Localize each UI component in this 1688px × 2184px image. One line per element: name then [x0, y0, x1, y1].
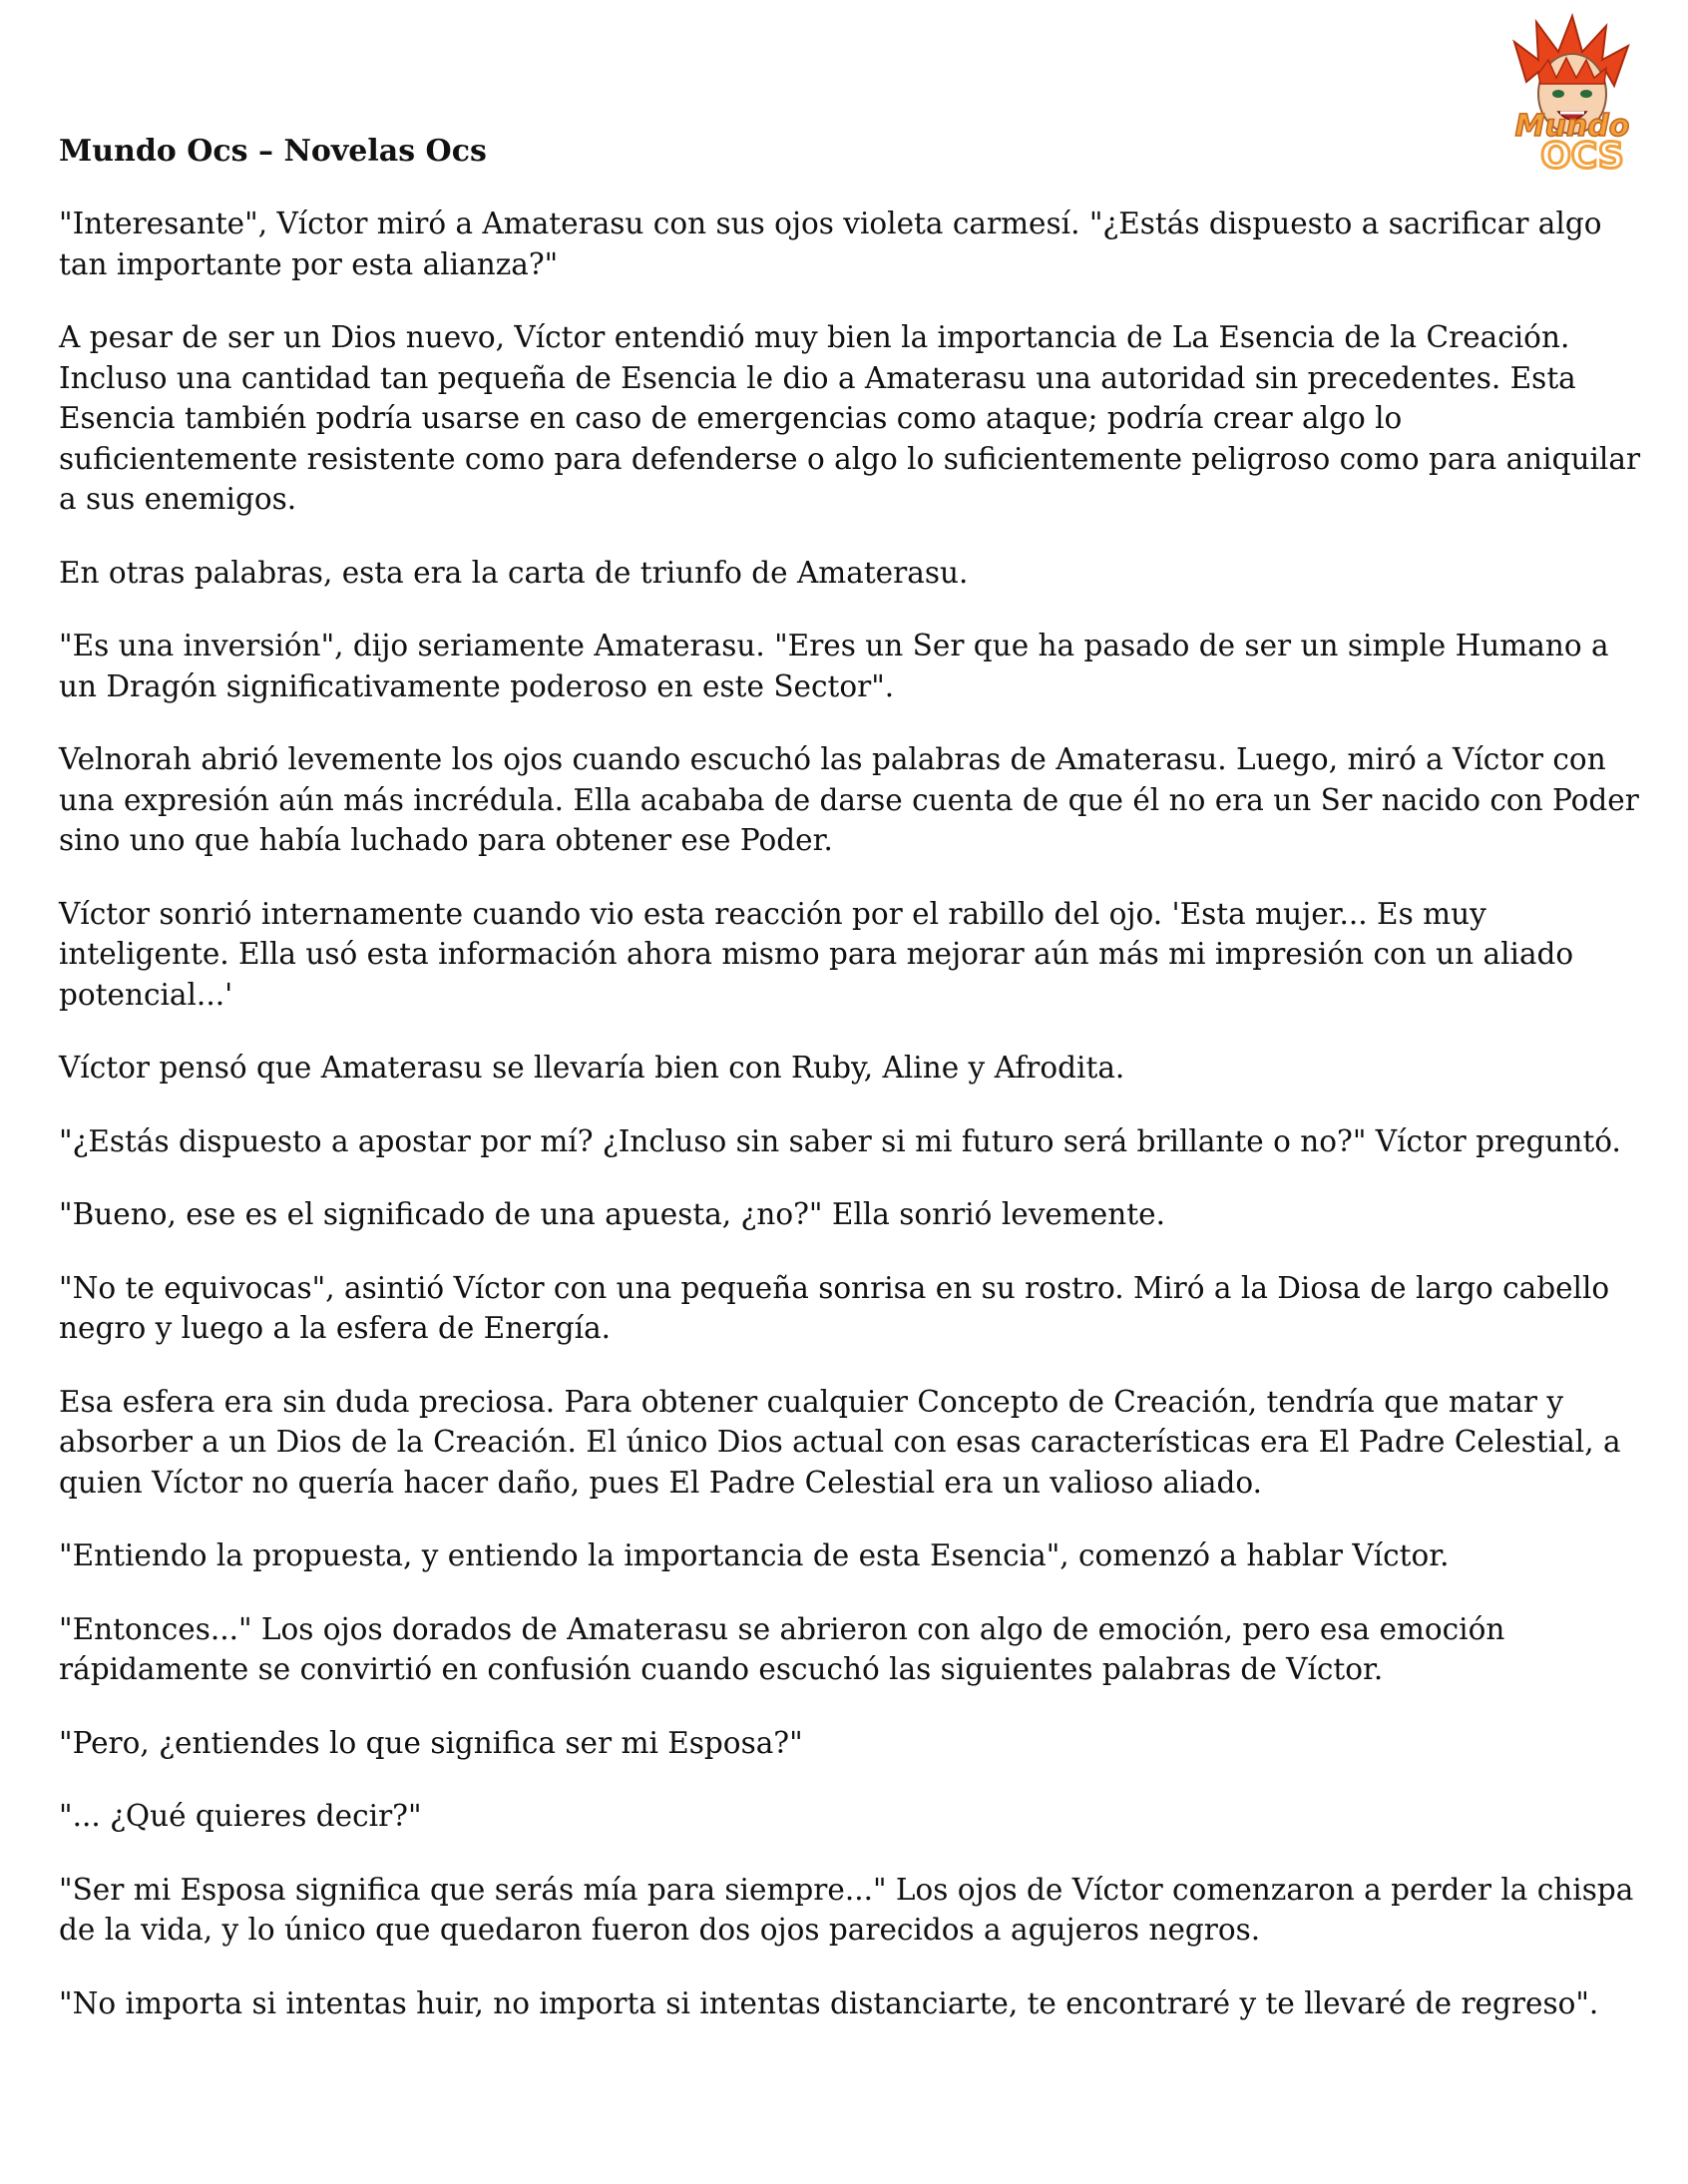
paragraph: "No te equivocas", asintió Víctor con una pequeña sonrisa en su rostro. Miró a la Diosa de largo cabello negro y luego a la esfera de Energía. [59, 1270, 1610, 1345]
paragraph: Víctor sonrió internamente cuando vio esta reacción por el rabillo del ojo. 'Esta mujer... Es muy inteligente. Ella usó esta información ahora mismo para mejorar aún más mi impresión con un aliado potencial...' [59, 896, 1574, 1012]
paragraph: A pesar de ser un Dios nuevo, Víctor entendió muy bien la importancia de La Esencia de la Creación. Incluso una cantidad tan pequeña de Esencia le dio a Amaterasu una autoridad sin precedentes. Esta Esencia también podría usarse en caso de emergencias como ataque; podría crear algo lo suficientemente resistente como para defenderse o algo lo suficientemente peligroso como para aniquilar a sus enemigos. [59, 320, 1641, 516]
paragraph: En otras palabras, esta era la carta de triunfo de Amaterasu. [59, 555, 969, 590]
svg-text:OCS: OCS [1540, 136, 1624, 177]
paragraph: "Pero, ¿entiendes lo que significa ser mi Esposa?" [59, 1725, 803, 1760]
page-header: Mundo Ocs – Novelas Ocs [59, 134, 487, 169]
paragraph: "No importa si intentas huir, no importa si intentas distanciarte, te encontraré y te llevaré de regreso". [59, 1985, 1599, 2020]
paragraph: "Bueno, ese es el significado de una apuesta, ¿no?" Ella sonrió levemente. [59, 1197, 1165, 1231]
paragraph: "Ser mi Esposa significa que serás mía para siempre..." Los ojos de Víctor comenzaron a perder la chispa de la vida, y lo único que quedaron fueron dos ojos parecidos a agujeros negros. [59, 1872, 1634, 1947]
document-body [59, 204, 1645, 2056]
paragraph: "Entonces..." Los ojos dorados de Amaterasu se abrieron con algo de emoción, pero esa emoción rápidamente se convirtió en confusión cuando escuchó las siguientes palabras de Víctor. [59, 1611, 1505, 1686]
paragraph: "Es una inversión", dijo seriamente Amaterasu. "Eres un Ser que ha pasado de ser un simple Humano a un Dragón significativamente poderoso en este Sector". [59, 629, 1609, 703]
paragraph: Esa esfera era sin duda preciosa. Para obtener cualquier Concepto de Creación, tendría que matar y absorber a un Dios de la Creación. El único Dios actual con esas características era El Padre Celestial, a quien Víctor no quería hacer daño, pues El Padre Celestial era un valioso aliado. [59, 1384, 1621, 1500]
paragraph: Velnorah abrió levemente los ojos cuando escuchó las palabras de Amaterasu. Luego, miró a Víctor con una expresión aún más incrédula. Ella acababa de darse cuenta de que él no era un Ser nacido con Poder sino uno que había luchado para obtener ese Poder. [59, 742, 1639, 857]
paragraph: "Entiendo la propuesta, y entiendo la importancia de esta Esencia", comenzó a hablar Víctor. [59, 1538, 1450, 1572]
paragraph: "... ¿Qué quieres decir?" [59, 1799, 422, 1833]
mundo-ocs-logo [1486, 12, 1658, 184]
mundo-ocs-logo-image [1486, 12, 1658, 184]
paragraph: "Interesante", Víctor miró a Amaterasu con sus ojos violeta carmesí. "¿Estás dispuesto a sacrificar algo tan importante por esta alianza?" [59, 207, 1602, 281]
paragraph: Víctor pensó que Amaterasu se llevaría bien con Ruby, Aline y Afrodita. [59, 1051, 1125, 1085]
svg-text:Mundo: Mundo [1514, 109, 1630, 144]
paragraph: "¿Estás dispuesto a apostar por mí? ¿Incluso sin saber si mi futuro será brillante o no?" Víctor preguntó. [59, 1123, 1621, 1158]
